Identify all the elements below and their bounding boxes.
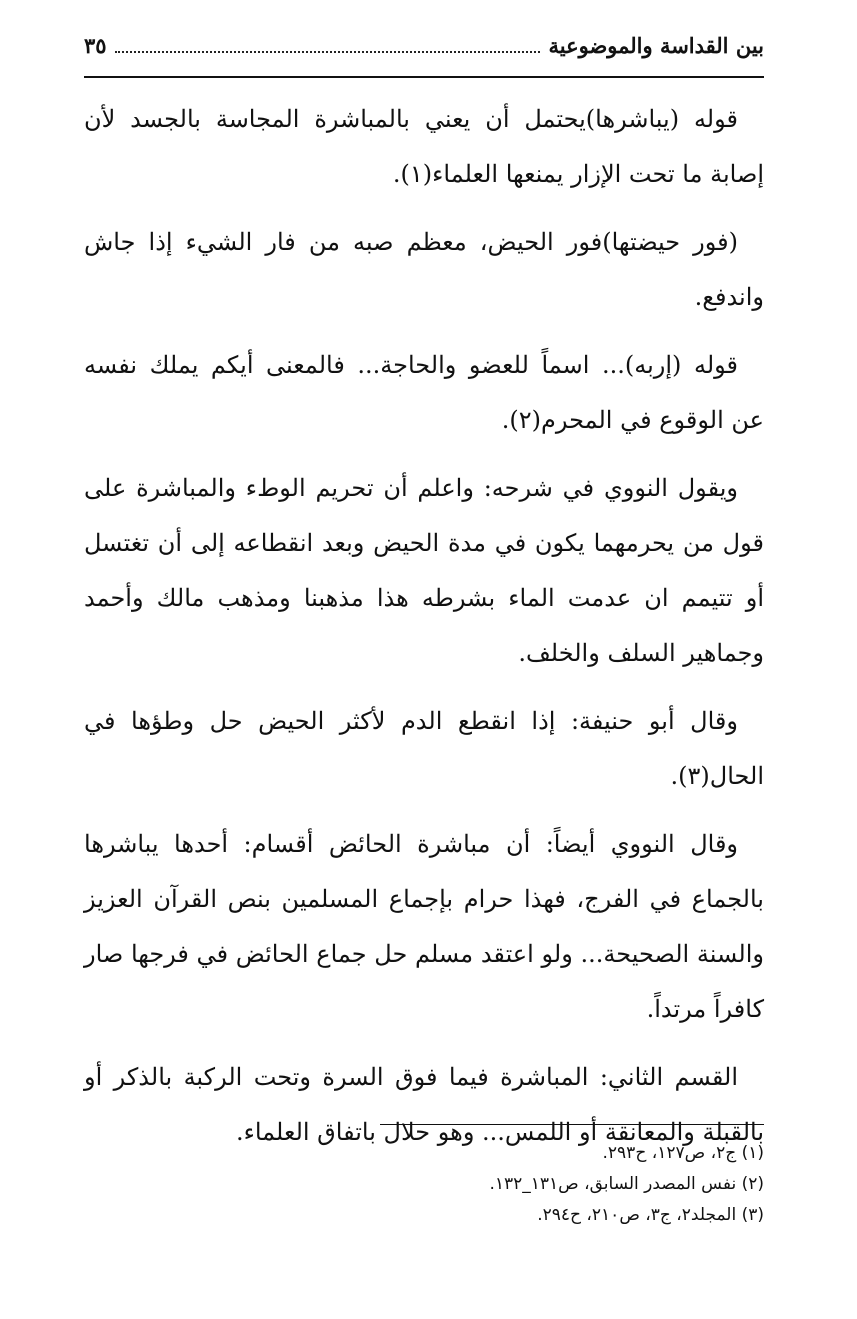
running-title: بين القداسة والموضوعية (548, 32, 764, 58)
footnote-3: (٣) المجلد٢، ج٣، ص٢١٠، ح٢٩٤. (537, 1205, 764, 1225)
paragraph: قوله (إربه)... اسماً للعضو والحاجة... فالمعنى أيكم يملك نفسه عن الوقوع في المحرم(٢). (84, 351, 764, 434)
page-number: ٣٥ (84, 32, 107, 58)
paragraph: وقال أبو حنيفة: إذا انقطع الدم لأكثر الحيض حل وطؤها في الحال(٣). (84, 707, 764, 790)
paragraph: ويقول النووي في شرحه: واعلم أن تحريم الوطء والمباشرة على قول من يحرمهما يكون في مدة الحيض وبعد انقطاعه إلى أن تغتسل أو تتيمم ان عدمت الماء بشرطه هذا مذهبنا ومذهب مالك وأحمد وجماهير السلف والخلف. (84, 474, 764, 667)
header-rule (84, 76, 764, 78)
footnote-2: (٢) نفس المصدر السابق، ص١٣١_١٣٢. (489, 1174, 764, 1194)
footnotes (84, 1138, 764, 1231)
paragraph: (فور حيضتها)فور الحيض، معظم صبه من فار الشيء إذا جاش واندفع. (84, 228, 764, 311)
dotted-leader (115, 37, 541, 53)
paragraph: وقال النووي أيضاً: أن مباشرة الحائض أقسام: أحدها يباشرها بالجماع في الفرج، فهذا حرام بإجماع المسلمين بنص القرآن العزيز والسنة الصحيحة... ولو اعتقد مسلم حل جماع الحائض في فرجها صار كافراً مرتداً. (84, 830, 764, 1023)
paragraph: قوله (يباشرها)يحتمل أن يعني بالمباشرة المجاسة بالجسد لأن إصابة ما تحت الإزار يمنعها العلماء(١). (84, 105, 764, 188)
body-text (84, 92, 764, 1173)
paragraph: القسم الثاني: المباشرة فيما فوق السرة وتحت الركبة بالذكر أو بالقبلة والمعانقة أو اللمس... وهو حلال باتفاق العلماء. (84, 1063, 764, 1146)
footnote-1: (١) ج٢، ص١٢٧، ح٢٩٣. (602, 1143, 764, 1163)
footnote-rule (380, 1124, 764, 1125)
running-header (84, 28, 764, 62)
